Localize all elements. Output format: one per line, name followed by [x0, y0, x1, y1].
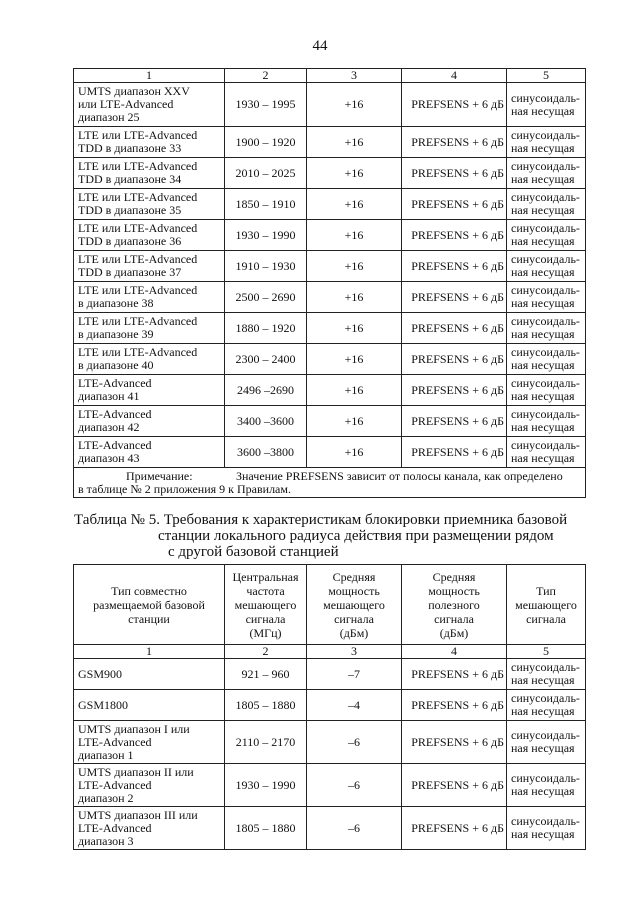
header-bs-type: Тип совместно размещаемой базовой станции — [74, 565, 225, 645]
column-number: 5 — [507, 645, 586, 659]
frequency-cell: 2010 – 2025 — [225, 158, 307, 189]
table-row — [74, 344, 586, 375]
signal-type-cell: синусоидаль- ная несущая — [507, 764, 586, 807]
bs-type-cell: LTE-Advanced диапазон 42 — [74, 406, 225, 437]
table-header-row — [74, 565, 586, 645]
power-cell: +16 — [307, 313, 402, 344]
signal-type-cell: синусоидаль- ная несущая — [507, 127, 586, 158]
bs-type-cell: LTE или LTE-Advanced TDD в диапазоне 35 — [74, 189, 225, 220]
bs-type-cell: UMTS диапазон I или LTE-Advanced диапазон 1 — [74, 721, 225, 764]
power-cell: +16 — [307, 282, 402, 313]
column-number: 1 — [74, 69, 225, 83]
bs-type-cell: LTE или LTE-Advanced TDD в диапазоне 33 — [74, 127, 225, 158]
useful-signal-cell: PREFSENS + 6 дБ — [402, 313, 507, 344]
power-cell: +16 — [307, 251, 402, 282]
frequency-cell: 921 – 960 — [225, 659, 307, 690]
signal-type-cell: синусоидаль- ная несущая — [507, 189, 586, 220]
frequency-cell: 2500 – 2690 — [225, 282, 307, 313]
table-row — [74, 83, 586, 127]
bs-type-cell: LTE или LTE-Advanced TDD в диапазоне 37 — [74, 251, 225, 282]
table-note-row — [74, 468, 586, 498]
column-number: 1 — [74, 645, 225, 659]
frequency-cell: 2300 – 2400 — [225, 344, 307, 375]
signal-type-cell: синусоидаль- ная несущая — [507, 344, 586, 375]
useful-signal-cell: PREFSENS + 6 дБ — [402, 83, 507, 127]
frequency-cell: 1900 – 1920 — [225, 127, 307, 158]
table-blocking-continued — [73, 68, 586, 498]
note-text-continued: в таблице № 2 приложения 9 к Правилам. — [78, 481, 291, 496]
signal-type-cell: синусоидаль- ная несущая — [507, 437, 586, 468]
useful-signal-cell: PREFSENS + 6 дБ — [402, 344, 507, 375]
power-cell: +16 — [307, 127, 402, 158]
useful-signal-cell: PREFSENS + 6 дБ — [402, 437, 507, 468]
table-row — [74, 251, 586, 282]
signal-type-cell: синусоидаль- ная несущая — [507, 721, 586, 764]
table-caption — [74, 512, 594, 560]
header-center-frequency: Центральная частота мешающего сигнала (МГц) — [225, 565, 307, 645]
useful-signal-cell: PREFSENS + 6 дБ — [402, 764, 507, 807]
column-number: 5 — [507, 69, 586, 83]
power-cell: +16 — [307, 189, 402, 220]
frequency-cell: 1880 – 1920 — [225, 313, 307, 344]
header-signal-type: Тип мешающего сигнала — [507, 565, 586, 645]
frequency-cell: 1805 – 1880 — [225, 807, 307, 850]
power-cell: +16 — [307, 220, 402, 251]
power-cell: +16 — [307, 375, 402, 406]
column-number: 4 — [402, 645, 507, 659]
useful-signal-cell: PREFSENS + 6 дБ — [402, 158, 507, 189]
page-number: 44 — [312, 38, 328, 54]
power-cell: +16 — [307, 406, 402, 437]
signal-type-cell: синусоидаль- ная несущая — [507, 807, 586, 850]
header-useful-power: Средняя мощность полезного сигнала (дБм) — [402, 565, 507, 645]
power-cell: –4 — [307, 690, 402, 721]
signal-type-cell: синусоидаль- ная несущая — [507, 313, 586, 344]
table-row — [74, 313, 586, 344]
caption-line-2: станции локального радиуса действия при размещении рядом — [158, 528, 554, 544]
frequency-cell: 2496 –2690 — [225, 375, 307, 406]
bs-type-cell: UMTS диапазон XXV или LTE-Advanced диапазон 25 — [74, 83, 225, 127]
frequency-cell: 3600 –3800 — [225, 437, 307, 468]
frequency-cell: 1930 – 1990 — [225, 220, 307, 251]
table-5-blocking-requirements — [73, 564, 586, 850]
power-cell: –6 — [307, 764, 402, 807]
column-number: 2 — [225, 645, 307, 659]
power-cell: –6 — [307, 721, 402, 764]
signal-type-cell: синусоидаль- ная несущая — [507, 375, 586, 406]
signal-type-cell: синусоидаль- ная несущая — [507, 83, 586, 127]
power-cell: +16 — [307, 158, 402, 189]
table-row — [74, 158, 586, 189]
table-row — [74, 721, 586, 764]
table-row — [74, 189, 586, 220]
frequency-cell: 1850 – 1910 — [225, 189, 307, 220]
bs-type-cell: UMTS диапазон II или LTE-Advanced диапазон 2 — [74, 764, 225, 807]
table-row — [74, 406, 586, 437]
bs-type-cell: GSM900 — [74, 659, 225, 690]
table-row — [74, 220, 586, 251]
note-label: Примечание: — [126, 468, 193, 483]
power-cell: +16 — [307, 83, 402, 127]
useful-signal-cell: PREFSENS + 6 дБ — [402, 807, 507, 850]
signal-type-cell: синусоидаль- ная несущая — [507, 406, 586, 437]
power-cell: +16 — [307, 344, 402, 375]
column-number-row — [74, 645, 586, 659]
table-row — [74, 437, 586, 468]
table-note — [74, 468, 586, 498]
column-number: 4 — [402, 69, 507, 83]
useful-signal-cell: PREFSENS + 6 дБ — [402, 406, 507, 437]
useful-signal-cell: PREFSENS + 6 дБ — [402, 127, 507, 158]
bs-type-cell: UMTS диапазон III или LTE-Advanced диапазон 3 — [74, 807, 225, 850]
note-text: Значение PREFSENS зависит от полосы канала, как определено — [236, 468, 563, 483]
bs-type-cell: LTE или LTE-Advanced в диапазоне 39 — [74, 313, 225, 344]
column-number: 3 — [307, 69, 402, 83]
power-cell: –6 — [307, 807, 402, 850]
caption-line-1: Таблица № 5. Требования к характеристикам блокировки приемника базовой — [74, 512, 568, 528]
signal-type-cell: синусоидаль- ная несущая — [507, 659, 586, 690]
bs-type-cell: LTE-Advanced диапазон 43 — [74, 437, 225, 468]
frequency-cell: 2110 – 2170 — [225, 721, 307, 764]
signal-type-cell: синусоидаль- ная несущая — [507, 282, 586, 313]
power-cell: –7 — [307, 659, 402, 690]
frequency-cell: 1910 – 1930 — [225, 251, 307, 282]
bs-type-cell: LTE или LTE-Advanced в диапазоне 40 — [74, 344, 225, 375]
caption-line-3: с другой базовой станцией — [168, 544, 339, 560]
useful-signal-cell: PREFSENS + 6 дБ — [402, 721, 507, 764]
table-row — [74, 282, 586, 313]
signal-type-cell: синусоидаль- ная несущая — [507, 251, 586, 282]
useful-signal-cell: PREFSENS + 6 дБ — [402, 375, 507, 406]
frequency-cell: 1930 – 1990 — [225, 764, 307, 807]
signal-type-cell: синусоидаль- ная несущая — [507, 158, 586, 189]
signal-type-cell: синусоидаль- ная несущая — [507, 220, 586, 251]
frequency-cell: 1805 – 1880 — [225, 690, 307, 721]
bs-type-cell: LTE или LTE-Advanced TDD в диапазоне 36 — [74, 220, 225, 251]
table-row — [74, 659, 586, 690]
useful-signal-cell: PREFSENS + 6 дБ — [402, 690, 507, 721]
frequency-cell: 3400 –3600 — [225, 406, 307, 437]
useful-signal-cell: PREFSENS + 6 дБ — [402, 189, 507, 220]
useful-signal-cell: PREFSENS + 6 дБ — [402, 659, 507, 690]
frequency-cell: 1930 – 1995 — [225, 83, 307, 127]
table-row — [74, 375, 586, 406]
useful-signal-cell: PREFSENS + 6 дБ — [402, 220, 507, 251]
column-number: 2 — [225, 69, 307, 83]
bs-type-cell: LTE или LTE-Advanced TDD в диапазоне 34 — [74, 158, 225, 189]
table-row — [74, 127, 586, 158]
bs-type-cell: LTE или LTE-Advanced в диапазоне 38 — [74, 282, 225, 313]
header-interferer-power: Средняя мощность мешающего сигнала (дБм) — [307, 565, 402, 645]
power-cell: +16 — [307, 437, 402, 468]
signal-type-cell: синусоидаль- ная несущая — [507, 690, 586, 721]
table-row — [74, 764, 586, 807]
table-header-row — [74, 69, 586, 83]
bs-type-cell: GSM1800 — [74, 690, 225, 721]
table-row — [74, 690, 586, 721]
bs-type-cell: LTE-Advanced диапазон 41 — [74, 375, 225, 406]
table-row — [74, 807, 586, 850]
column-number: 3 — [307, 645, 402, 659]
useful-signal-cell: PREFSENS + 6 дБ — [402, 282, 507, 313]
useful-signal-cell: PREFSENS + 6 дБ — [402, 251, 507, 282]
